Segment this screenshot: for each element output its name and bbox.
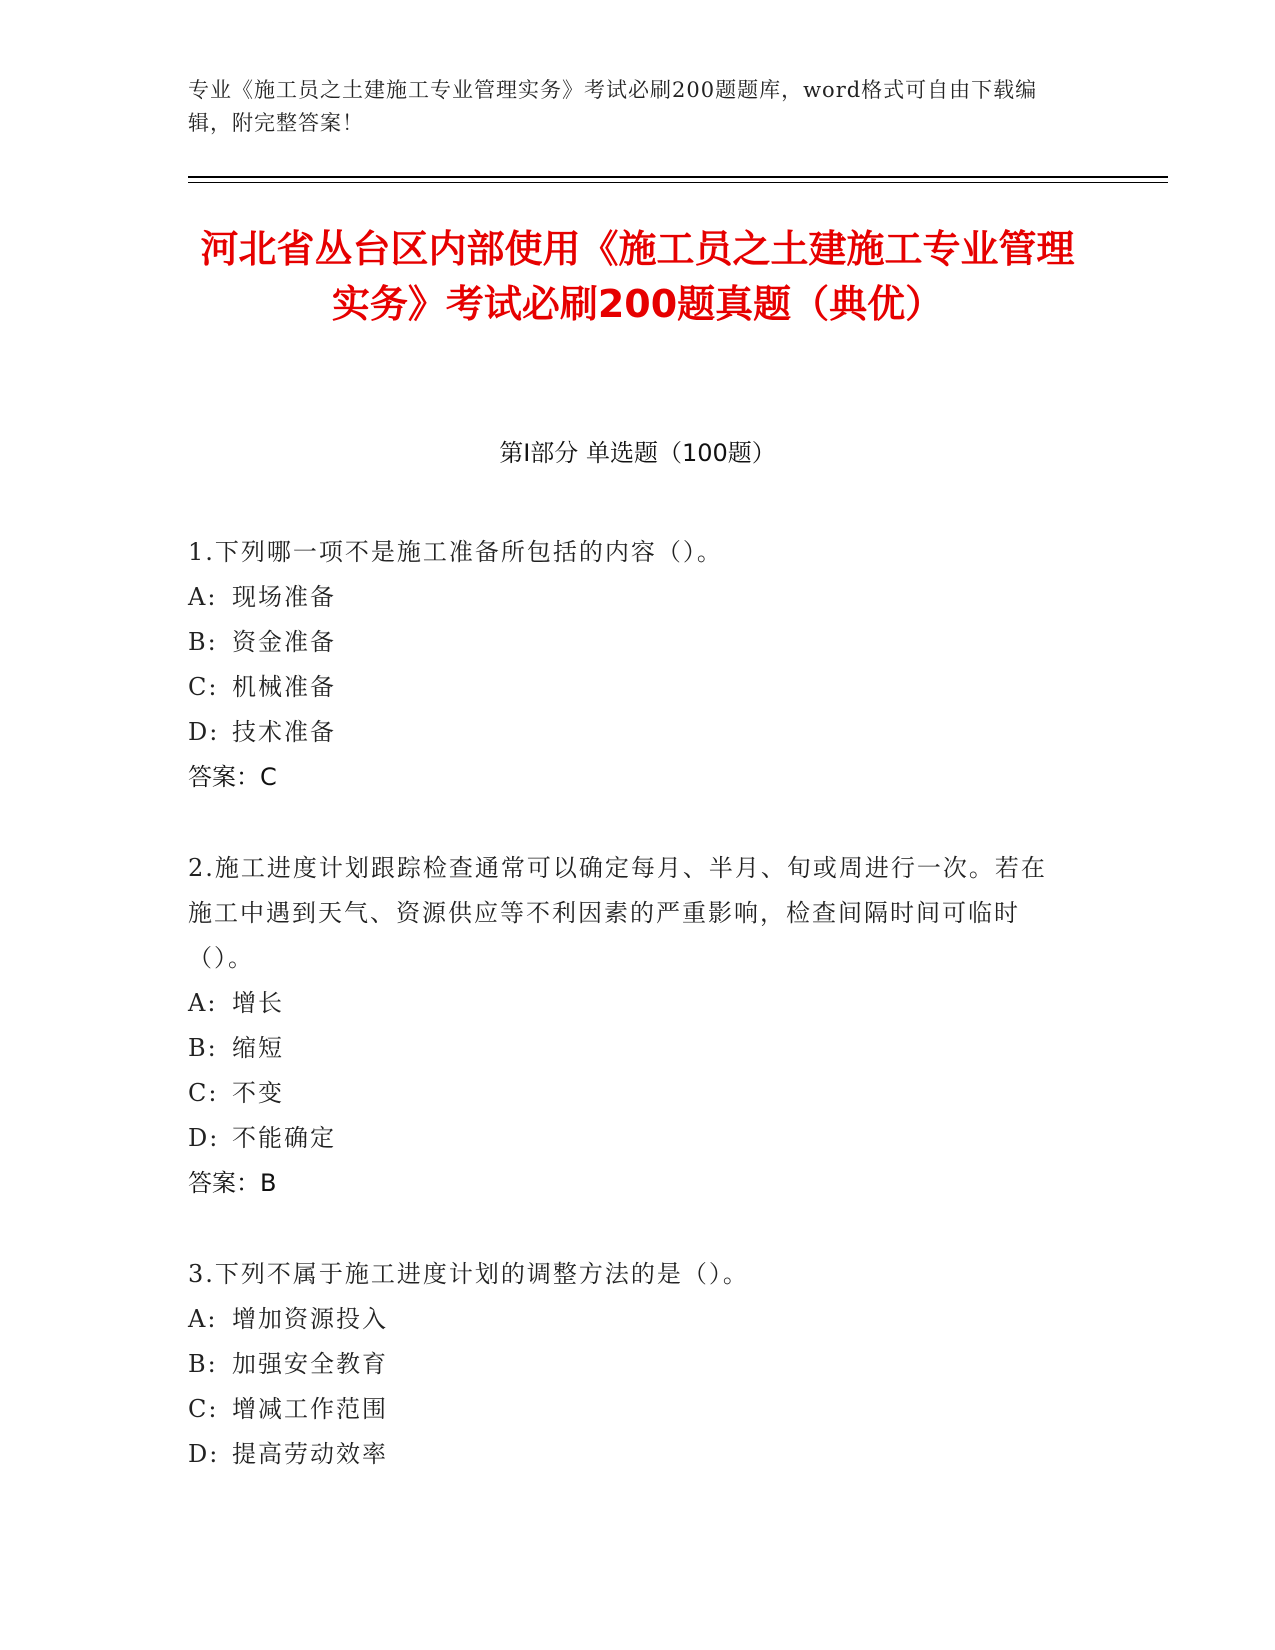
option-text: 缩短 xyxy=(232,1034,284,1062)
option-text: 不变 xyxy=(232,1079,284,1107)
header-rule-thick xyxy=(188,176,1168,178)
question-answer: 答案：B xyxy=(188,1169,277,1197)
option-text: 机械准备 xyxy=(232,673,336,701)
option-d xyxy=(188,710,1068,755)
option-a xyxy=(188,981,1068,1026)
option-letter: C: xyxy=(188,1395,219,1423)
option-text: 资金准备 xyxy=(232,628,336,656)
document-title: 河北省丛台区内部使用《施工员之土建施工专业管理实务》考试必刷200题真题（典优） xyxy=(200,227,1075,326)
option-letter: B: xyxy=(188,1350,218,1378)
option-letter: C: xyxy=(188,673,219,701)
option-text: 现场准备 xyxy=(232,583,336,611)
option-letter: C: xyxy=(188,1079,219,1107)
question-list xyxy=(188,530,1068,1523)
option-b xyxy=(188,1342,1068,1387)
question-1 xyxy=(188,530,1068,800)
option-text: 增减工作范围 xyxy=(232,1395,388,1423)
question-answer: 答案：C xyxy=(188,763,277,791)
section-heading: 第Ⅰ部分 单选题（100题） xyxy=(499,439,776,467)
question-stem: 3.下列不属于施工进度计划的调整方法的是（）。 xyxy=(188,1260,749,1288)
option-letter: D: xyxy=(188,718,220,746)
option-a xyxy=(188,1297,1068,1342)
option-b xyxy=(188,620,1068,665)
option-letter: A: xyxy=(188,1305,218,1333)
option-text: 加强安全教育 xyxy=(232,1350,388,1378)
header-note: 专业《施工员之土建施工专业管理实务》考试必刷200题题库，word格式可自由下载编辑，附完整答案！ xyxy=(188,78,1038,135)
option-letter: A: xyxy=(188,989,218,1017)
option-letter: A: xyxy=(188,583,218,611)
option-text: 增加资源投入 xyxy=(232,1305,388,1333)
question-stem: 2.施工进度计划跟踪检查通常可以确定每月、半月、旬或周进行一次。若在施工中遇到天气、资源供应等不利因素的严重影响，检查间隔时间可临时（）。 xyxy=(188,854,1047,972)
option-letter: B: xyxy=(188,1034,218,1062)
option-letter: D: xyxy=(188,1440,220,1468)
option-c xyxy=(188,1387,1068,1432)
option-text: 提高劳动效率 xyxy=(232,1440,388,1468)
option-d xyxy=(188,1432,1068,1477)
question-3 xyxy=(188,1252,1068,1477)
option-c xyxy=(188,665,1068,710)
option-letter: D: xyxy=(188,1124,220,1152)
header-rule-thin xyxy=(188,182,1168,183)
option-text: 技术准备 xyxy=(232,718,336,746)
option-d xyxy=(188,1116,1068,1161)
option-text: 增长 xyxy=(232,989,284,1017)
option-letter: B: xyxy=(188,628,218,656)
option-a xyxy=(188,575,1068,620)
option-c xyxy=(188,1071,1068,1116)
question-stem: 1.下列哪一项不是施工准备所包括的内容（）。 xyxy=(188,538,723,566)
option-b xyxy=(188,1026,1068,1071)
option-text: 不能确定 xyxy=(232,1124,336,1152)
question-2 xyxy=(188,846,1068,1206)
